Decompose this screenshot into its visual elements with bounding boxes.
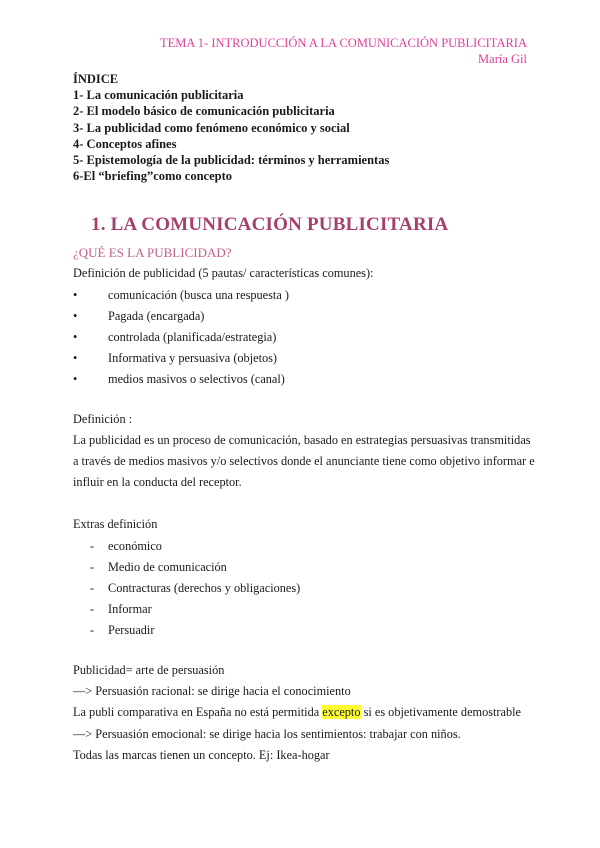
- bullet-mark: •: [73, 288, 78, 302]
- dash-mark: -: [90, 602, 95, 616]
- notes-line: Todas las marcas tienen un concepto. Ej: Ikea-hogar: [73, 747, 330, 762]
- paragraph-line: a través de medios masivos y/o selectivos donde el anunciante tiene como objetivo informar e: [73, 454, 535, 469]
- bullet-mark: •: [73, 351, 78, 365]
- index-item: 5- Epistemología de la publicidad: términos y herramientas: [73, 153, 390, 168]
- paragraph-line: influir en la conducta del receptor.: [73, 475, 242, 490]
- list-item-text: Persuadir: [108, 623, 155, 637]
- notes-line: —> Persuasión emocional: se dirige hacia los sentimientos: trabajar con niños.: [73, 726, 461, 741]
- paragraph-line: La publicidad es un proceso de comunicación, basado en estrategias persuasivas transmitidas: [73, 433, 531, 447]
- dash-mark: -: [90, 581, 95, 595]
- section-title: 1. LA COMUNICACIÓN PUBLICITARIA: [91, 214, 449, 235]
- dash-mark: -: [90, 560, 95, 574]
- definition-label: Definición :: [73, 412, 133, 426]
- bullet-mark: •: [73, 372, 78, 386]
- bullet-mark: •: [73, 330, 78, 344]
- intro-text: Definición de publicidad (5 pautas/ características comunes):: [73, 266, 374, 280]
- definition-paragraph: [73, 430, 533, 494]
- bullet-mark: •: [73, 309, 78, 323]
- index-item: 1- La comunicación publicitaria: [73, 88, 244, 103]
- notes-line: [73, 702, 533, 723]
- index-item: 2- El modelo básico de comunicación publicitaria: [73, 104, 335, 119]
- index-item: 3- La publicidad como fenómeno económico y social: [73, 120, 350, 135]
- notes-text: si es objetivamente demostrable: [360, 705, 522, 720]
- notes-line: Publicidad= arte de persuasión: [73, 663, 225, 677]
- notes-text: La publi comparativa en España no está permitida: [73, 705, 323, 720]
- extras-label: Extras definición: [73, 517, 158, 531]
- list-item-text: comunicación (busca una respuesta ): [108, 288, 289, 302]
- subsection-title: ¿QUÉ ES LA PUBLICIDAD?: [73, 245, 232, 260]
- index-item: 6-El “briefing”como concepto: [73, 169, 233, 184]
- list-item-text: Medio de comunicación: [108, 560, 227, 574]
- dash-mark: -: [90, 623, 95, 637]
- notes-line: —> Persuasión racional: se dirige hacia el conocimiento: [73, 684, 351, 699]
- header-author: María Gil: [478, 52, 527, 66]
- list-item-text: Pagada (encargada): [108, 309, 205, 323]
- index-heading: ÍNDICE: [73, 72, 119, 86]
- index-item: 4- Conceptos afines: [73, 136, 177, 151]
- list-item-text: Contracturas (derechos y obligaciones): [108, 581, 301, 595]
- list-item-text: controlada (planificada/estrategia): [108, 330, 277, 344]
- list-item-text: Informar: [108, 602, 152, 616]
- list-item-text: Informativa y persuasiva (objetos): [108, 351, 278, 365]
- index: [73, 71, 389, 184]
- page-header: [160, 35, 527, 67]
- list-item-text: económico: [108, 539, 162, 553]
- dash-mark: -: [90, 539, 95, 553]
- notes-block: [73, 660, 533, 766]
- header-title: TEMA 1- INTRODUCCIÓN A LA COMUNICACIÓN PUBLICITARIA: [159, 36, 527, 50]
- list-item-text: medios masivos o selectivos (canal): [108, 372, 285, 386]
- highlighted-text: excepto: [322, 705, 361, 720]
